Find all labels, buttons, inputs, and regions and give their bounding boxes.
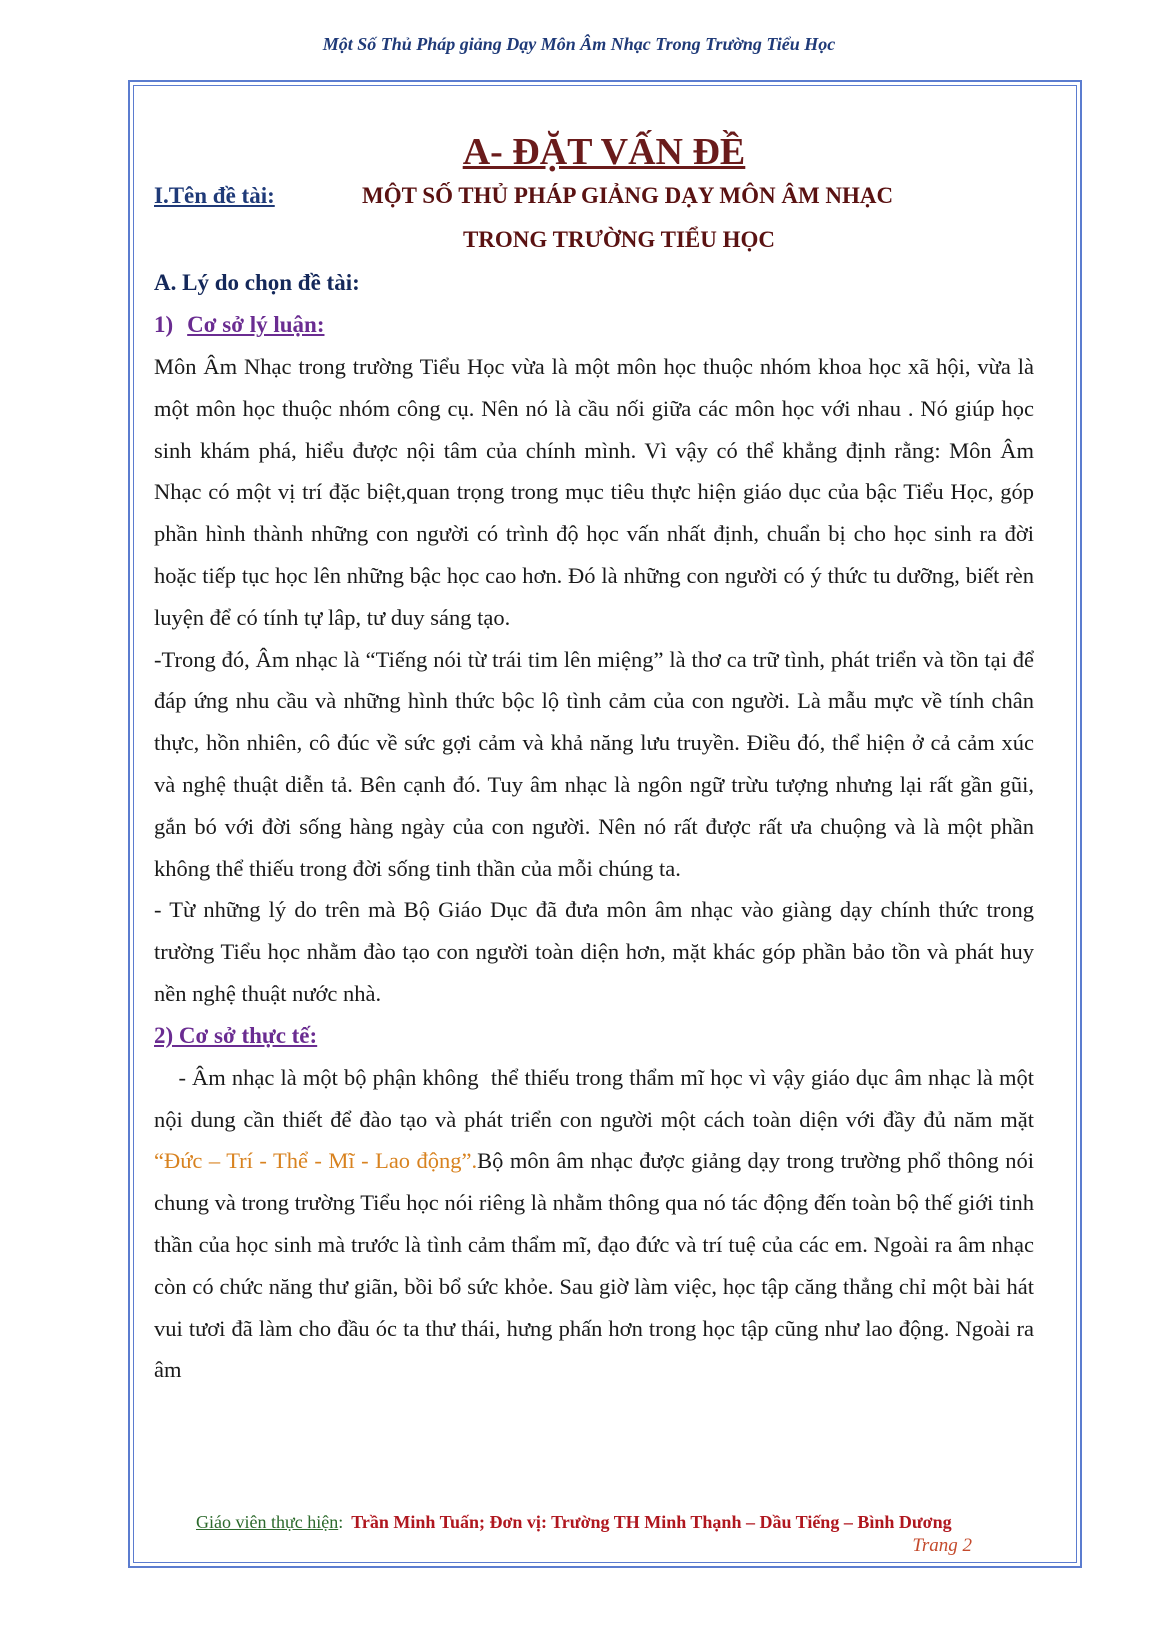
paragraph-4-start: - Âm nhạc là một bộ phận không thể thiếu trong thẩm mĩ học vì vậy giáo dục âm nhạc là một nội dung cần thiết để đào tạo và phát triển con người một cách toàn diện với đầy đủ năm mặt <box>154 1064 1040 1132</box>
topic-title-line2: TRONG TRƯỜNG TIỂU HỌC <box>462 227 776 252</box>
topic-title-line1: MỘT SỐ THỦ PHÁP GIẢNG DẠY MÔN ÂM NHẠC <box>362 183 894 208</box>
paragraph-3: - Từ những lý do trên mà Bộ Giáo Dục đã đưa môn âm nhạc vào giàng dạy chính thức trong trường Tiểu học nhằm đào tạo con người toàn diện hơn, mặt khác góp phần bảo tồn và phát huy nền nghệ thuật nước nhà. <box>154 897 1034 1006</box>
subheading-practice <box>154 1015 1034 1057</box>
topic-row <box>154 174 1034 218</box>
page-number: Trang 2 <box>912 1535 972 1556</box>
topic-label: I.Tên đề tài: <box>154 183 275 208</box>
footer-label: Giáo viên thực hiện <box>196 1512 339 1532</box>
subheading-theory <box>154 304 1034 346</box>
main-heading: A- ĐẶT VẤN ĐỀ <box>462 131 746 173</box>
paragraph-4-end: Bộ môn âm nhạc được giảng dạy trong trường phổ thông nói chung và trong trường Tiểu học nói riêng là nhằm thông qua nó tác động đến toàn bộ thế giới tinh thần của học sinh mà trước là tình cảm thẩm mĩ, đạo đức và trí tuệ của các em. Ngoài ra âm nhạc còn có chức năng thư giãn, bồi bổ sức khỏe. Sau giờ làm việc, học tập căng thẳng chỉ một bài hát vui tươi đã làm cho đầu óc ta thư thái, hưng phấn hơn trong học tập cũng như lao động. Ngoài ra âm <box>154 1148 1035 1383</box>
section-heading-reasons: A. Lý do chọn đề tài: <box>154 270 360 295</box>
paragraph-1: Môn Âm Nhạc trong trường Tiểu Học vừa là một môn học thuộc nhóm khoa học xã hội, vừa là một môn học thuộc nhóm công cụ. Nên nó là cầu nối giữa các môn học với nhau . Nó giúp học sinh khám phá, hiểu được nội tâm của chính mình. Vì vậy có thể khẳng định rằng: Môn Âm Nhạc có một vị trí đặc biệt,quan trọng trong mục tiêu thực hiện giáo dục của bậc Tiểu Học, góp phần hình thành những con người có trình độ học vấn nhất định, chuẩn bị cho học sinh ra đời hoặc tiếp tục học lên những bậc học cao hơn. Đó là những con người có ý thức tu dưỡng, biết rèn luyện để có tính tự lâp, tư duy sáng tạo. <box>154 354 1034 630</box>
running-header: Một Số Thủ Pháp giảng Dạy Môn Âm Nhạc Trong Trường Tiểu Học <box>322 34 836 54</box>
paragraph-4-highlight: “Đức – Trí - Thể - Mĩ - Lao động”. <box>154 1148 478 1174</box>
paragraph-4 <box>154 1057 1040 1391</box>
subheading-theory-number: 1) <box>154 312 174 337</box>
subheading-theory-title: Cơ sở lý luận: <box>187 312 325 337</box>
footer-colon: : <box>338 1512 344 1532</box>
footer-author-text: Trần Minh Tuấn; Đơn vị: Trường TH Minh Thạnh – Dầu Tiếng – Bình Dương <box>351 1512 952 1532</box>
footer-author <box>196 1512 988 1533</box>
document-body <box>154 130 1040 1391</box>
paragraph-2: -Trong đó, Âm nhạc là “Tiếng nói từ trái tim lên miệng” là thơ ca trữ tình, phát triển và tồn tại để đáp ứng nhu cầu và những hình thức bộc lộ tình cảm của con người. Là mẫu mực về tính chân thực, hồn nhiên, cô đúc về sức gợi cảm và khả năng lưu truyền. Điều đó, thể hiện ở cả cảm xúc và nghệ thuật diễn tả. Bên cạnh đó. Tuy âm nhạc là ngôn ngữ trừu tượng nhưng lại rất gần gũi, gắn bó với đời sống hàng ngày của con người. Nên nó rất được rất ưa chuộng và là một phần không thể thiếu trong đời sống tinh thần của mỗi chúng ta. <box>154 646 1034 881</box>
subheading-practice-title: 2) Cơ sở thực tế: <box>154 1022 318 1048</box>
